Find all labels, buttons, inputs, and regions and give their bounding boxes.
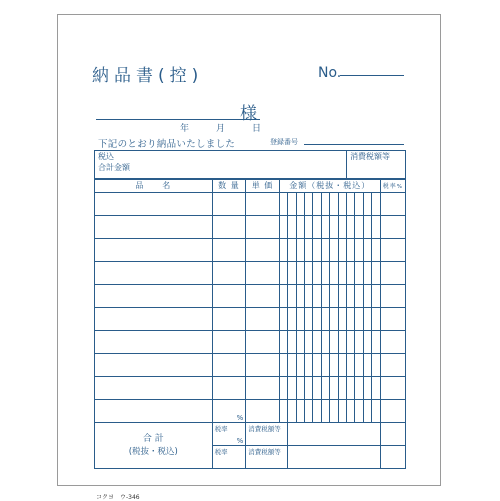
amount-digit-cell[interactable] xyxy=(355,285,363,308)
unit-price-cell[interactable] xyxy=(246,400,280,423)
amount-digit-cell[interactable] xyxy=(363,285,371,308)
amount-digit-cell[interactable] xyxy=(305,400,313,423)
amount-digit-cell[interactable] xyxy=(313,331,321,354)
total-rate-percent-2: % xyxy=(236,437,244,445)
amount-digit-cell[interactable] xyxy=(338,308,346,331)
date-month-label: 月 xyxy=(216,124,226,134)
unit-price-cell[interactable] xyxy=(246,285,280,308)
qty-cell[interactable] xyxy=(212,262,246,285)
item-name-cell[interactable] xyxy=(95,331,213,354)
item-row xyxy=(95,262,406,285)
amount-digit-cell[interactable] xyxy=(347,239,355,262)
item-row xyxy=(95,354,406,377)
qty-cell[interactable] xyxy=(212,285,246,308)
amount-digit-cell[interactable] xyxy=(279,308,287,331)
amount-digit-cell[interactable] xyxy=(279,354,287,377)
registration-number-line xyxy=(304,144,404,145)
amount-digit-cell[interactable] xyxy=(363,193,371,216)
amount-digit-cell[interactable] xyxy=(363,262,371,285)
amount-digit-cell[interactable] xyxy=(313,354,321,377)
amount-digit-cell[interactable] xyxy=(372,308,380,331)
amount-digit-cell[interactable] xyxy=(338,193,346,216)
amount-digit-cell[interactable] xyxy=(355,354,363,377)
amount-digit-cell[interactable] xyxy=(321,354,329,377)
amount-digit-cell[interactable] xyxy=(288,400,296,423)
total-label-amount: 合計金額 xyxy=(98,163,130,172)
amount-digit-cell[interactable] xyxy=(372,331,380,354)
total-rate-label-2: 税率 xyxy=(214,448,228,456)
amount-digit-cell[interactable] xyxy=(338,262,346,285)
amount-digit-cell[interactable] xyxy=(330,239,338,262)
amount-digit-cell[interactable] xyxy=(355,331,363,354)
tax-rate-cell[interactable] xyxy=(380,193,405,216)
amount-digit-cell[interactable] xyxy=(305,262,313,285)
amount-digit-cell[interactable] xyxy=(355,308,363,331)
total-tax-label-1: 消費税額等 xyxy=(248,425,281,433)
amount-digit-cell[interactable] xyxy=(321,239,329,262)
amount-digit-cell[interactable] xyxy=(363,354,371,377)
tax-rate-unit: % xyxy=(396,184,403,191)
amount-digit-cell[interactable] xyxy=(313,285,321,308)
amount-digit-cell[interactable] xyxy=(296,400,304,423)
honorific: 様 xyxy=(240,104,257,124)
qty-cell[interactable] xyxy=(212,377,246,400)
qty-cell[interactable] xyxy=(212,308,246,331)
tax-rate-cell[interactable] xyxy=(380,285,405,308)
amount-digit-cell[interactable] xyxy=(279,239,287,262)
column-header-amount: 金額（税抜・税込） xyxy=(279,179,380,193)
amount-digit-cell[interactable] xyxy=(305,354,313,377)
tax-rate-cell[interactable] xyxy=(380,308,405,331)
amount-digit-cell[interactable] xyxy=(305,216,313,239)
slip-table xyxy=(94,150,406,469)
tax-rate-cell[interactable] xyxy=(380,354,405,377)
tax-rate-cell[interactable] xyxy=(380,331,405,354)
tax-rate-label: 税率 xyxy=(382,183,397,191)
tax-rate-cell[interactable] xyxy=(380,262,405,285)
item-row xyxy=(95,377,406,400)
amount-digit-cell[interactable] xyxy=(321,331,329,354)
item-row xyxy=(95,216,406,239)
amount-digit-cell[interactable] xyxy=(330,331,338,354)
amount-digit-cell[interactable] xyxy=(296,262,304,285)
amount-digit-cell[interactable] xyxy=(330,262,338,285)
amount-digit-cell[interactable] xyxy=(347,331,355,354)
amount-digit-cell[interactable] xyxy=(338,239,346,262)
amount-digit-cell[interactable] xyxy=(330,308,338,331)
amount-digit-cell[interactable] xyxy=(338,377,346,400)
slip-title: 納品書(控) xyxy=(92,66,204,86)
amount-digit-cell[interactable] xyxy=(305,193,313,216)
amount-digit-cell[interactable] xyxy=(288,331,296,354)
item-row xyxy=(95,308,406,331)
amount-digit-cell[interactable] xyxy=(305,239,313,262)
amount-digit-cell[interactable] xyxy=(279,400,287,423)
amount-digit-cell[interactable] xyxy=(296,377,304,400)
amount-digit-cell[interactable] xyxy=(313,216,321,239)
amount-digit-cell[interactable] xyxy=(347,193,355,216)
tax-rate-cell[interactable] xyxy=(380,377,405,400)
unit-price-cell[interactable] xyxy=(246,377,280,400)
amount-digit-cell[interactable] xyxy=(355,216,363,239)
amount-digit-cell[interactable] xyxy=(338,331,346,354)
amount-digit-cell[interactable] xyxy=(288,308,296,331)
amount-digit-cell[interactable] xyxy=(321,308,329,331)
amount-digit-cell[interactable] xyxy=(321,216,329,239)
column-header-tax-rate xyxy=(380,179,405,193)
amount-digit-cell[interactable] xyxy=(347,354,355,377)
amount-digit-cell[interactable] xyxy=(372,216,380,239)
amount-digit-cell[interactable] xyxy=(338,216,346,239)
delivery-slip xyxy=(57,14,441,501)
amount-digit-cell[interactable] xyxy=(347,377,355,400)
amount-digit-cell[interactable] xyxy=(279,331,287,354)
amount-digit-cell[interactable] xyxy=(347,216,355,239)
item-row xyxy=(95,285,406,308)
amount-digit-cell[interactable] xyxy=(279,285,287,308)
column-header-qty: 数 量 xyxy=(212,179,246,193)
unit-price-cell[interactable] xyxy=(246,308,280,331)
amount-digit-cell[interactable] xyxy=(330,193,338,216)
amount-digit-cell[interactable] xyxy=(305,331,313,354)
amount-digit-cell[interactable] xyxy=(313,377,321,400)
amount-digit-cell[interactable] xyxy=(372,377,380,400)
amount-digit-cell[interactable] xyxy=(338,285,346,308)
amount-digit-cell[interactable] xyxy=(279,216,287,239)
amount-digit-cell[interactable] xyxy=(313,308,321,331)
total-rate-value-2 xyxy=(380,446,405,469)
amount-digit-cell[interactable] xyxy=(321,400,329,423)
amount-digit-cell[interactable] xyxy=(372,285,380,308)
total-tax-label-2: 消費税額等 xyxy=(248,448,281,456)
item-row xyxy=(95,331,406,354)
column-header-item: 品 名 xyxy=(95,179,213,193)
amount-digit-cell[interactable] xyxy=(288,354,296,377)
grand-total-sublabel: (税抜・税込) xyxy=(128,446,178,457)
amount-digit-cell[interactable] xyxy=(355,400,363,423)
amount-digit-cell[interactable] xyxy=(363,216,371,239)
item-name-cell[interactable] xyxy=(95,354,213,377)
tax-rate-cell[interactable] xyxy=(380,400,405,423)
amount-digit-cell[interactable] xyxy=(313,400,321,423)
tax-rate-cell[interactable] xyxy=(380,239,405,262)
amount-digit-cell[interactable] xyxy=(288,262,296,285)
date-year-label: 年 xyxy=(180,124,190,134)
amount-digit-cell[interactable] xyxy=(372,262,380,285)
unit-price-cell[interactable] xyxy=(246,193,280,216)
item-name-cell[interactable] xyxy=(95,216,213,239)
amount-digit-cell[interactable] xyxy=(363,377,371,400)
total-rate-value-1 xyxy=(380,423,405,446)
amount-digit-cell[interactable] xyxy=(288,377,296,400)
item-name-cell[interactable] xyxy=(95,377,213,400)
amount-digit-cell[interactable] xyxy=(279,193,287,216)
tax-rate-cell[interactable] xyxy=(380,216,405,239)
total-rate-label-1: 税率 xyxy=(214,425,228,433)
amount-digit-cell[interactable] xyxy=(330,377,338,400)
total-label-tax-included: 税込 xyxy=(98,152,114,161)
registration-number-label: 登録番号 xyxy=(270,138,298,146)
amount-digit-cell[interactable] xyxy=(296,193,304,216)
amount-digit-cell[interactable] xyxy=(313,262,321,285)
amount-digit-cell[interactable] xyxy=(288,216,296,239)
amount-digit-cell[interactable] xyxy=(296,331,304,354)
item-name-cell[interactable] xyxy=(95,193,213,216)
amount-digit-cell[interactable] xyxy=(347,285,355,308)
amount-digit-cell[interactable] xyxy=(347,308,355,331)
total-rate-cell-2 xyxy=(212,437,246,469)
amount-digit-cell[interactable] xyxy=(338,400,346,423)
amount-digit-cell[interactable] xyxy=(279,262,287,285)
item-row xyxy=(95,400,406,423)
amount-digit-cell[interactable] xyxy=(321,377,329,400)
amount-digit-cell[interactable] xyxy=(296,216,304,239)
amount-digit-cell[interactable] xyxy=(347,400,355,423)
column-header-unit-price: 単 価 xyxy=(246,179,280,193)
amount-digit-cell[interactable] xyxy=(288,239,296,262)
unit-price-cell[interactable] xyxy=(246,331,280,354)
amount-digit-cell[interactable] xyxy=(330,400,338,423)
item-name-cell[interactable] xyxy=(95,285,213,308)
amount-digit-cell[interactable] xyxy=(296,239,304,262)
amount-digit-cell[interactable] xyxy=(330,216,338,239)
amount-digit-cell[interactable] xyxy=(321,285,329,308)
amount-digit-cell[interactable] xyxy=(355,262,363,285)
consumption-tax-cell xyxy=(347,151,406,179)
amount-digit-cell[interactable] xyxy=(355,377,363,400)
qty-cell[interactable] xyxy=(212,216,246,239)
amount-digit-cell[interactable] xyxy=(363,308,371,331)
amount-digit-cell[interactable] xyxy=(321,262,329,285)
amount-digit-cell[interactable] xyxy=(355,193,363,216)
amount-digit-cell[interactable] xyxy=(363,239,371,262)
grand-total-label-cell xyxy=(95,423,213,469)
total-rate-percent-1: % xyxy=(236,414,244,422)
amount-digit-cell[interactable] xyxy=(288,193,296,216)
unit-price-cell[interactable] xyxy=(246,354,280,377)
amount-digit-cell[interactable] xyxy=(296,308,304,331)
recipient-field-line xyxy=(96,119,260,120)
item-row xyxy=(95,239,406,262)
product-code: コクヨ ウ-346 xyxy=(96,494,140,501)
qty-cell[interactable] xyxy=(212,354,246,377)
item-rows xyxy=(95,193,406,423)
qty-cell[interactable] xyxy=(212,193,246,216)
number-label: No. xyxy=(318,65,342,81)
total-amount-cell-2 xyxy=(288,446,380,469)
amount-digit-cell[interactable] xyxy=(321,193,329,216)
date-day-label: 日 xyxy=(252,124,262,134)
total-tax-cell-2 xyxy=(246,446,288,469)
amount-digit-cell[interactable] xyxy=(330,285,338,308)
amount-digit-cell[interactable] xyxy=(305,377,313,400)
amount-digit-cell[interactable] xyxy=(355,239,363,262)
item-name-cell[interactable] xyxy=(95,262,213,285)
total-amount-cell xyxy=(95,151,347,179)
amount-digit-cell[interactable] xyxy=(372,239,380,262)
total-amount-cell-1 xyxy=(288,423,380,446)
amount-digit-cell[interactable] xyxy=(279,377,287,400)
consumption-tax-label: 消費税額等 xyxy=(350,152,391,161)
unit-price-cell[interactable] xyxy=(246,239,280,262)
amount-digit-cell[interactable] xyxy=(363,331,371,354)
amount-digit-cell[interactable] xyxy=(347,262,355,285)
qty-cell[interactable] xyxy=(212,331,246,354)
amount-digit-cell[interactable] xyxy=(305,308,313,331)
amount-digit-cell[interactable] xyxy=(313,193,321,216)
item-name-cell[interactable] xyxy=(95,239,213,262)
item-name-cell[interactable] xyxy=(95,400,213,423)
unit-price-cell[interactable] xyxy=(246,216,280,239)
number-field-line xyxy=(340,75,404,76)
amount-digit-cell[interactable] xyxy=(372,193,380,216)
amount-digit-cell[interactable] xyxy=(372,400,380,423)
delivery-notice: 下記のとおり納品いたしました xyxy=(98,139,236,150)
amount-digit-cell[interactable] xyxy=(363,400,371,423)
unit-price-cell[interactable] xyxy=(246,262,280,285)
amount-digit-cell[interactable] xyxy=(338,354,346,377)
item-name-cell[interactable] xyxy=(95,308,213,331)
grand-total-label: 合 計 xyxy=(142,433,164,444)
qty-cell[interactable] xyxy=(212,239,246,262)
amount-digit-cell[interactable] xyxy=(296,354,304,377)
amount-digit-cell[interactable] xyxy=(330,354,338,377)
item-row xyxy=(95,193,406,216)
amount-digit-cell[interactable] xyxy=(296,285,304,308)
amount-digit-cell[interactable] xyxy=(288,285,296,308)
amount-digit-cell[interactable] xyxy=(313,239,321,262)
total-tax-cell-1 xyxy=(246,423,288,446)
amount-digit-cell[interactable] xyxy=(372,354,380,377)
amount-digit-cell[interactable] xyxy=(305,285,313,308)
